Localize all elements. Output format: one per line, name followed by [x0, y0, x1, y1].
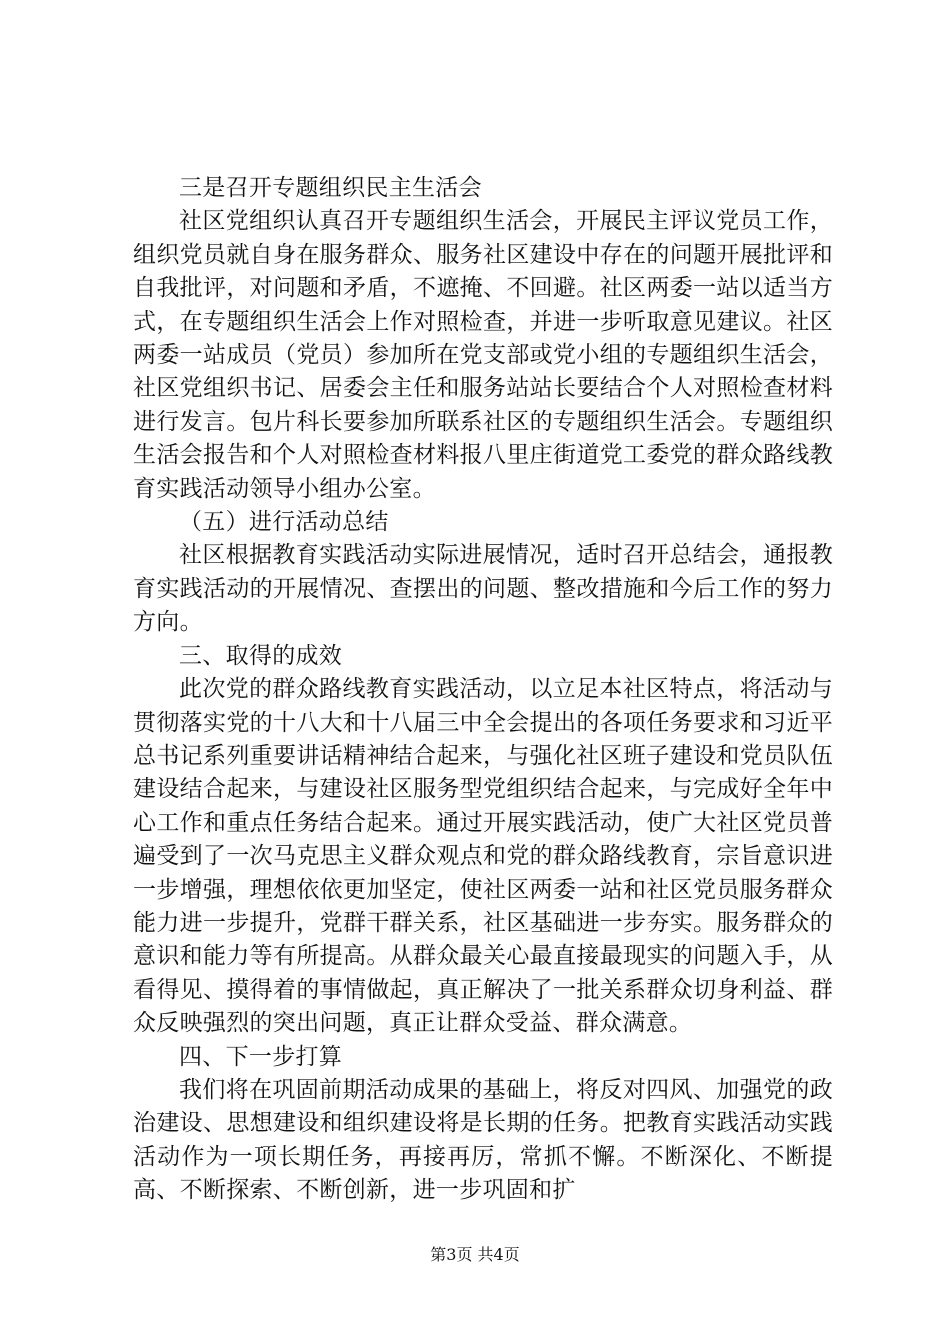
- paragraph-activity-summary: 社区根据教育实践活动实际进展情况，适时召开总结会，通报教育实践活动的开展情况、查摆出的问题、整改措施和今后工作的努力方向。: [133, 542, 833, 636]
- document-body: [133, 172, 833, 1208]
- paragraph-achievements: 此次党的群众路线教育实践活动，以立足本社区特点，将活动与贯彻落实党的十八大和十八届三中全会提出的各项任务要求和习近平总书记系列重要讲话精神结合起来，与强化社区班子建设和党员队伍建设结合起来，与建设社区服务型党组织结合起来，与完成好全年中心工作和重点任务结合起来。通过开展实践活动，使广大社区党员普遍受到了一次马克思主义群众观点和党的群众路线教育，宗旨意识进一步增强，理想依依更加坚定，使社区两委一站和社区党员服务群众能力进一步提升，党群干群关系，社区基础进一步夯实。服务群众的意识和能力等有所提高。从群众最关心最直接最现实的问题入手，从看得见、摸得着的事情做起，真正解决了一批关系群众切身利益、群众反映强烈的突出问题，真正让群众受益、群众满意。: [133, 676, 833, 1037]
- heading-democratic-meeting: 三是召开专题组织民主生活会: [179, 175, 482, 201]
- heading-achievements: 三、取得的成效: [179, 642, 343, 669]
- heading-next-steps: 四、下一步打算: [179, 1043, 343, 1070]
- page-footer: 第3页 共4页: [430, 1245, 520, 1264]
- heading-activity-summary: （五）进行活动总结: [179, 509, 389, 536]
- paragraph-next-steps: 我们将在巩固前期活动成果的基础上，将反对四风、加强党的政治建设、思想建设和组织建设将是长期的任务。把教育实践活动实践活动作为一项长期任务，再接再厉，常抓不懈。不断深化、不断提高、不断探索、不断创新，进一步巩固和扩: [133, 1076, 833, 1204]
- paragraph-democratic-meeting: 社区党组织认真召开专题组织生活会，开展民主评议党员工作，组织党员就自身在服务群众、服务社区建设中存在的问题开展批评和自我批评，对问题和矛盾，不遮掩、不回避。社区两委一站以适当方式，在专题组织生活会上作对照检查，并进一步听取意见建议。社区两委一站成员（党员）参加所在党支部或党小组的专题组织生活会，社区党组织书记、居委会主任和服务站站长要结合个人对照检查材料进行发言。包片科长要参加所联系社区的专题组织生活会。专题组织生活会报告和个人对照检查材料报八里庄街道党工委党的群众路线教育实践活动领导小组办公室。: [133, 208, 833, 502]
